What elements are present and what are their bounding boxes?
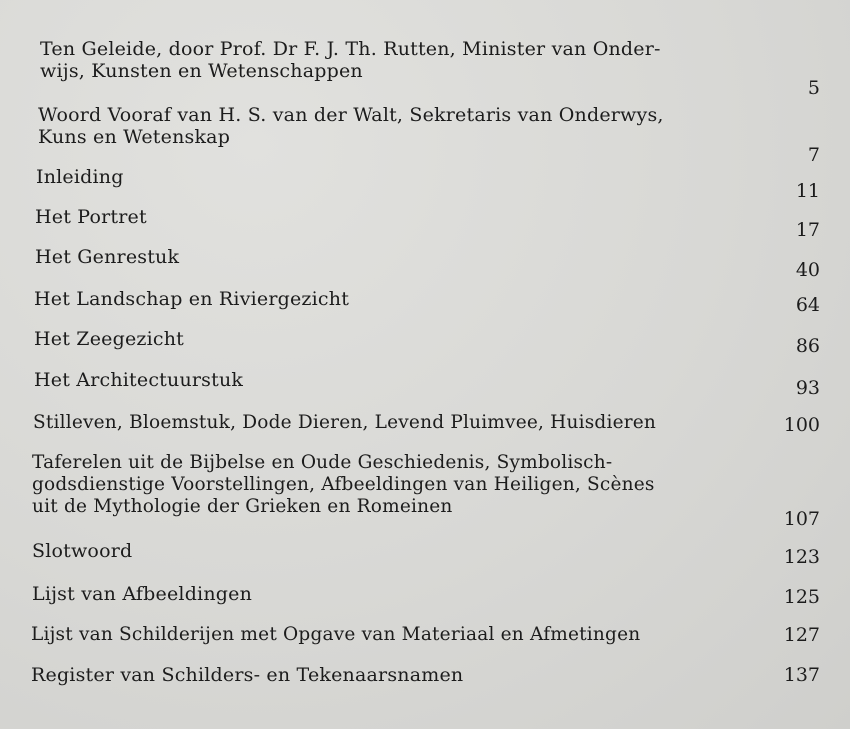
toc-entry-title bbox=[34, 369, 243, 391]
toc-entry-title bbox=[32, 452, 655, 518]
toc-entry-page-number: 40 bbox=[795, 259, 820, 281]
toc-entry-title-line: Inleiding bbox=[36, 166, 124, 188]
toc-entry-title bbox=[33, 412, 656, 434]
toc-entry-page-number: 11 bbox=[795, 180, 820, 202]
toc-entry-title-line: Lijst van Schilderijen met Opgave van Materiaal en Afmetingen bbox=[31, 624, 641, 645]
toc-entry-title-line: Woord Vooraf van H. S. van der Walt, Sekretaris van Onderwys, bbox=[38, 104, 664, 126]
toc-entry-title-line: Register van Schilders- en Tekenaarsnamen bbox=[31, 664, 464, 686]
toc-entry-page-number: 127 bbox=[783, 624, 820, 646]
toc-entry-title bbox=[34, 288, 349, 310]
toc-entry-page-number: 64 bbox=[795, 294, 820, 316]
toc-entry-page-number: 93 bbox=[795, 377, 820, 399]
toc-entry-page-number: 100 bbox=[783, 414, 820, 436]
toc-entry-title-line: Slotwoord bbox=[32, 540, 133, 562]
toc-entry-title-line: Kuns en Wetenskap bbox=[38, 126, 231, 148]
toc-entry-title-line: Het Genrestuk bbox=[35, 246, 180, 268]
toc-entry-page-number: 7 bbox=[807, 144, 820, 166]
toc-entry-title-line: Ten Geleide, door Prof. Dr F. J. Th. Rutten, Minister van Onder- bbox=[40, 38, 661, 60]
toc-entry-title bbox=[35, 246, 179, 268]
toc-entry-title bbox=[32, 540, 132, 562]
toc-entry-title bbox=[31, 624, 640, 646]
toc-entry-title bbox=[38, 104, 664, 148]
toc-entry-title bbox=[31, 664, 463, 686]
toc-entry-title-line: Het Zeegezicht bbox=[34, 328, 184, 350]
toc-entry-title bbox=[36, 166, 124, 188]
toc-entry-title bbox=[35, 206, 147, 228]
toc-entry-page-number: 137 bbox=[783, 664, 820, 686]
toc-entry-title bbox=[40, 38, 661, 82]
toc-entry-page-number: 107 bbox=[783, 508, 820, 530]
toc-entry-page-number: 17 bbox=[795, 219, 820, 241]
toc-entry-title-line: Het Portret bbox=[35, 206, 147, 228]
toc-entry-title-line: wijs, Kunsten en Wetenschappen bbox=[40, 60, 363, 82]
toc-entry-page-number: 123 bbox=[783, 546, 820, 568]
toc-entry-page-number: 125 bbox=[783, 586, 820, 608]
toc-entry-title-line: Het Landschap en Riviergezicht bbox=[34, 288, 350, 310]
toc-entry-title-line: godsdienstige Voorstellingen, Afbeeldingen van Heiligen, Scènes bbox=[32, 474, 655, 495]
toc-entry-title bbox=[32, 583, 252, 605]
toc-entry-page-number: 5 bbox=[807, 77, 820, 99]
toc-entry-title-line: Stilleven, Bloemstuk, Dode Dieren, Levend Pluimvee, Huisdieren bbox=[33, 412, 657, 433]
toc-entry-title-line: Taferelen uit de Bijbelse en Oude Geschiedenis, Symbolisch- bbox=[32, 452, 613, 473]
toc-entry-title bbox=[34, 328, 184, 350]
toc-entry-page-number: 86 bbox=[795, 335, 820, 357]
toc-entry-title-line: Het Architectuurstuk bbox=[34, 369, 244, 391]
toc-entry-title-line: Lijst van Afbeeldingen bbox=[32, 583, 253, 605]
toc-entry-title-line: uit de Mythologie der Grieken en Romeinen bbox=[32, 496, 453, 517]
